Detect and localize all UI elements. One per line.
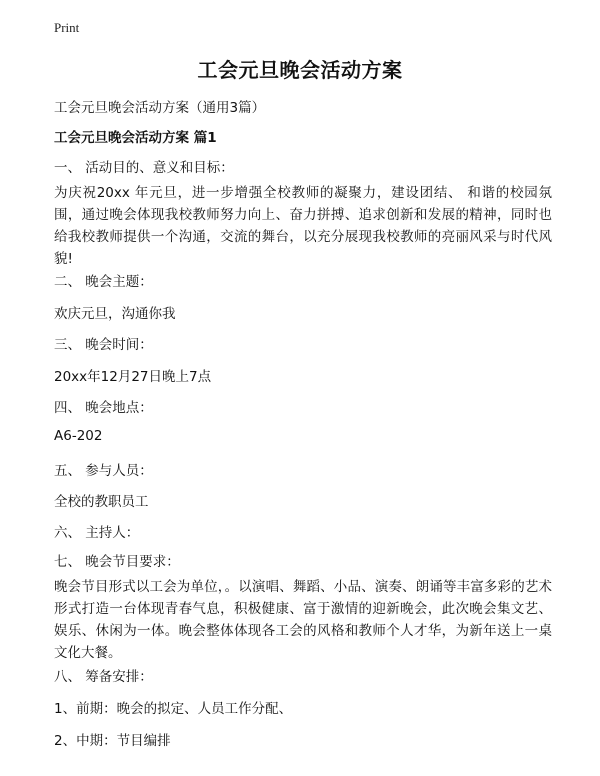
item4-body: A6-202 bbox=[54, 428, 103, 444]
item5-heading: 五、 参与人员： bbox=[54, 463, 153, 479]
item5-body: 全校的教职员工 bbox=[54, 494, 149, 510]
item7-heading: 七、 晚会节目要求： bbox=[54, 554, 180, 570]
document-subtitle: 工会元旦晚会活动方案（通用3篇） bbox=[54, 100, 266, 116]
item8-step2: 2、中期：节目编排 bbox=[54, 733, 171, 749]
item6-heading: 六、 主持人： bbox=[54, 525, 140, 541]
item8-step1: 1、前期：晚会的拟定、人员工作分配、 bbox=[54, 701, 293, 717]
section-heading: 工会元旦晚会活动方案 篇1 bbox=[54, 130, 217, 146]
item2-heading: 二、 晚会主题： bbox=[54, 274, 153, 290]
item4-heading: 四、 晚会地点： bbox=[54, 400, 153, 416]
document-title: 工会元旦晚会活动方案 bbox=[197, 58, 403, 82]
item3-body: 20xx年12月27日晚上7点 bbox=[54, 369, 212, 385]
item3-heading: 三、 晚会时间： bbox=[54, 337, 153, 353]
item1-heading: 一、 活动目的、意义和目标： bbox=[54, 160, 234, 176]
item1-body: 为庆祝20xx 年元旦，进一步增强全校教师的凝聚力，建设团结、 和谐的校园氛围，通过晚会体现我校教师努力向上、奋力拼搏、追求创新和发展的精神，同时也给我校教师提供一个沟通，交流的舞台，以充分展现我校教师的亮丽风采与时代风貌! bbox=[54, 185, 552, 267]
item8-heading: 八、 筹备安排： bbox=[54, 669, 153, 685]
item7-body: 晚会节目形式以工会为单位，。以演唱、舞蹈、小品、演奏、朗诵等丰富多彩的艺术形式打造一台体现青春气息，积极健康、富于激情的迎新晚会，此次晚会集文艺、娱乐、休闲为一体。晚会整体体现各工会的风格和教师个人才华，为新年送上一桌文化大餐。 bbox=[54, 579, 552, 661]
print-link[interactable]: Print bbox=[54, 20, 80, 35]
item2-body: 欢庆元旦，沟通你我 bbox=[54, 306, 176, 322]
